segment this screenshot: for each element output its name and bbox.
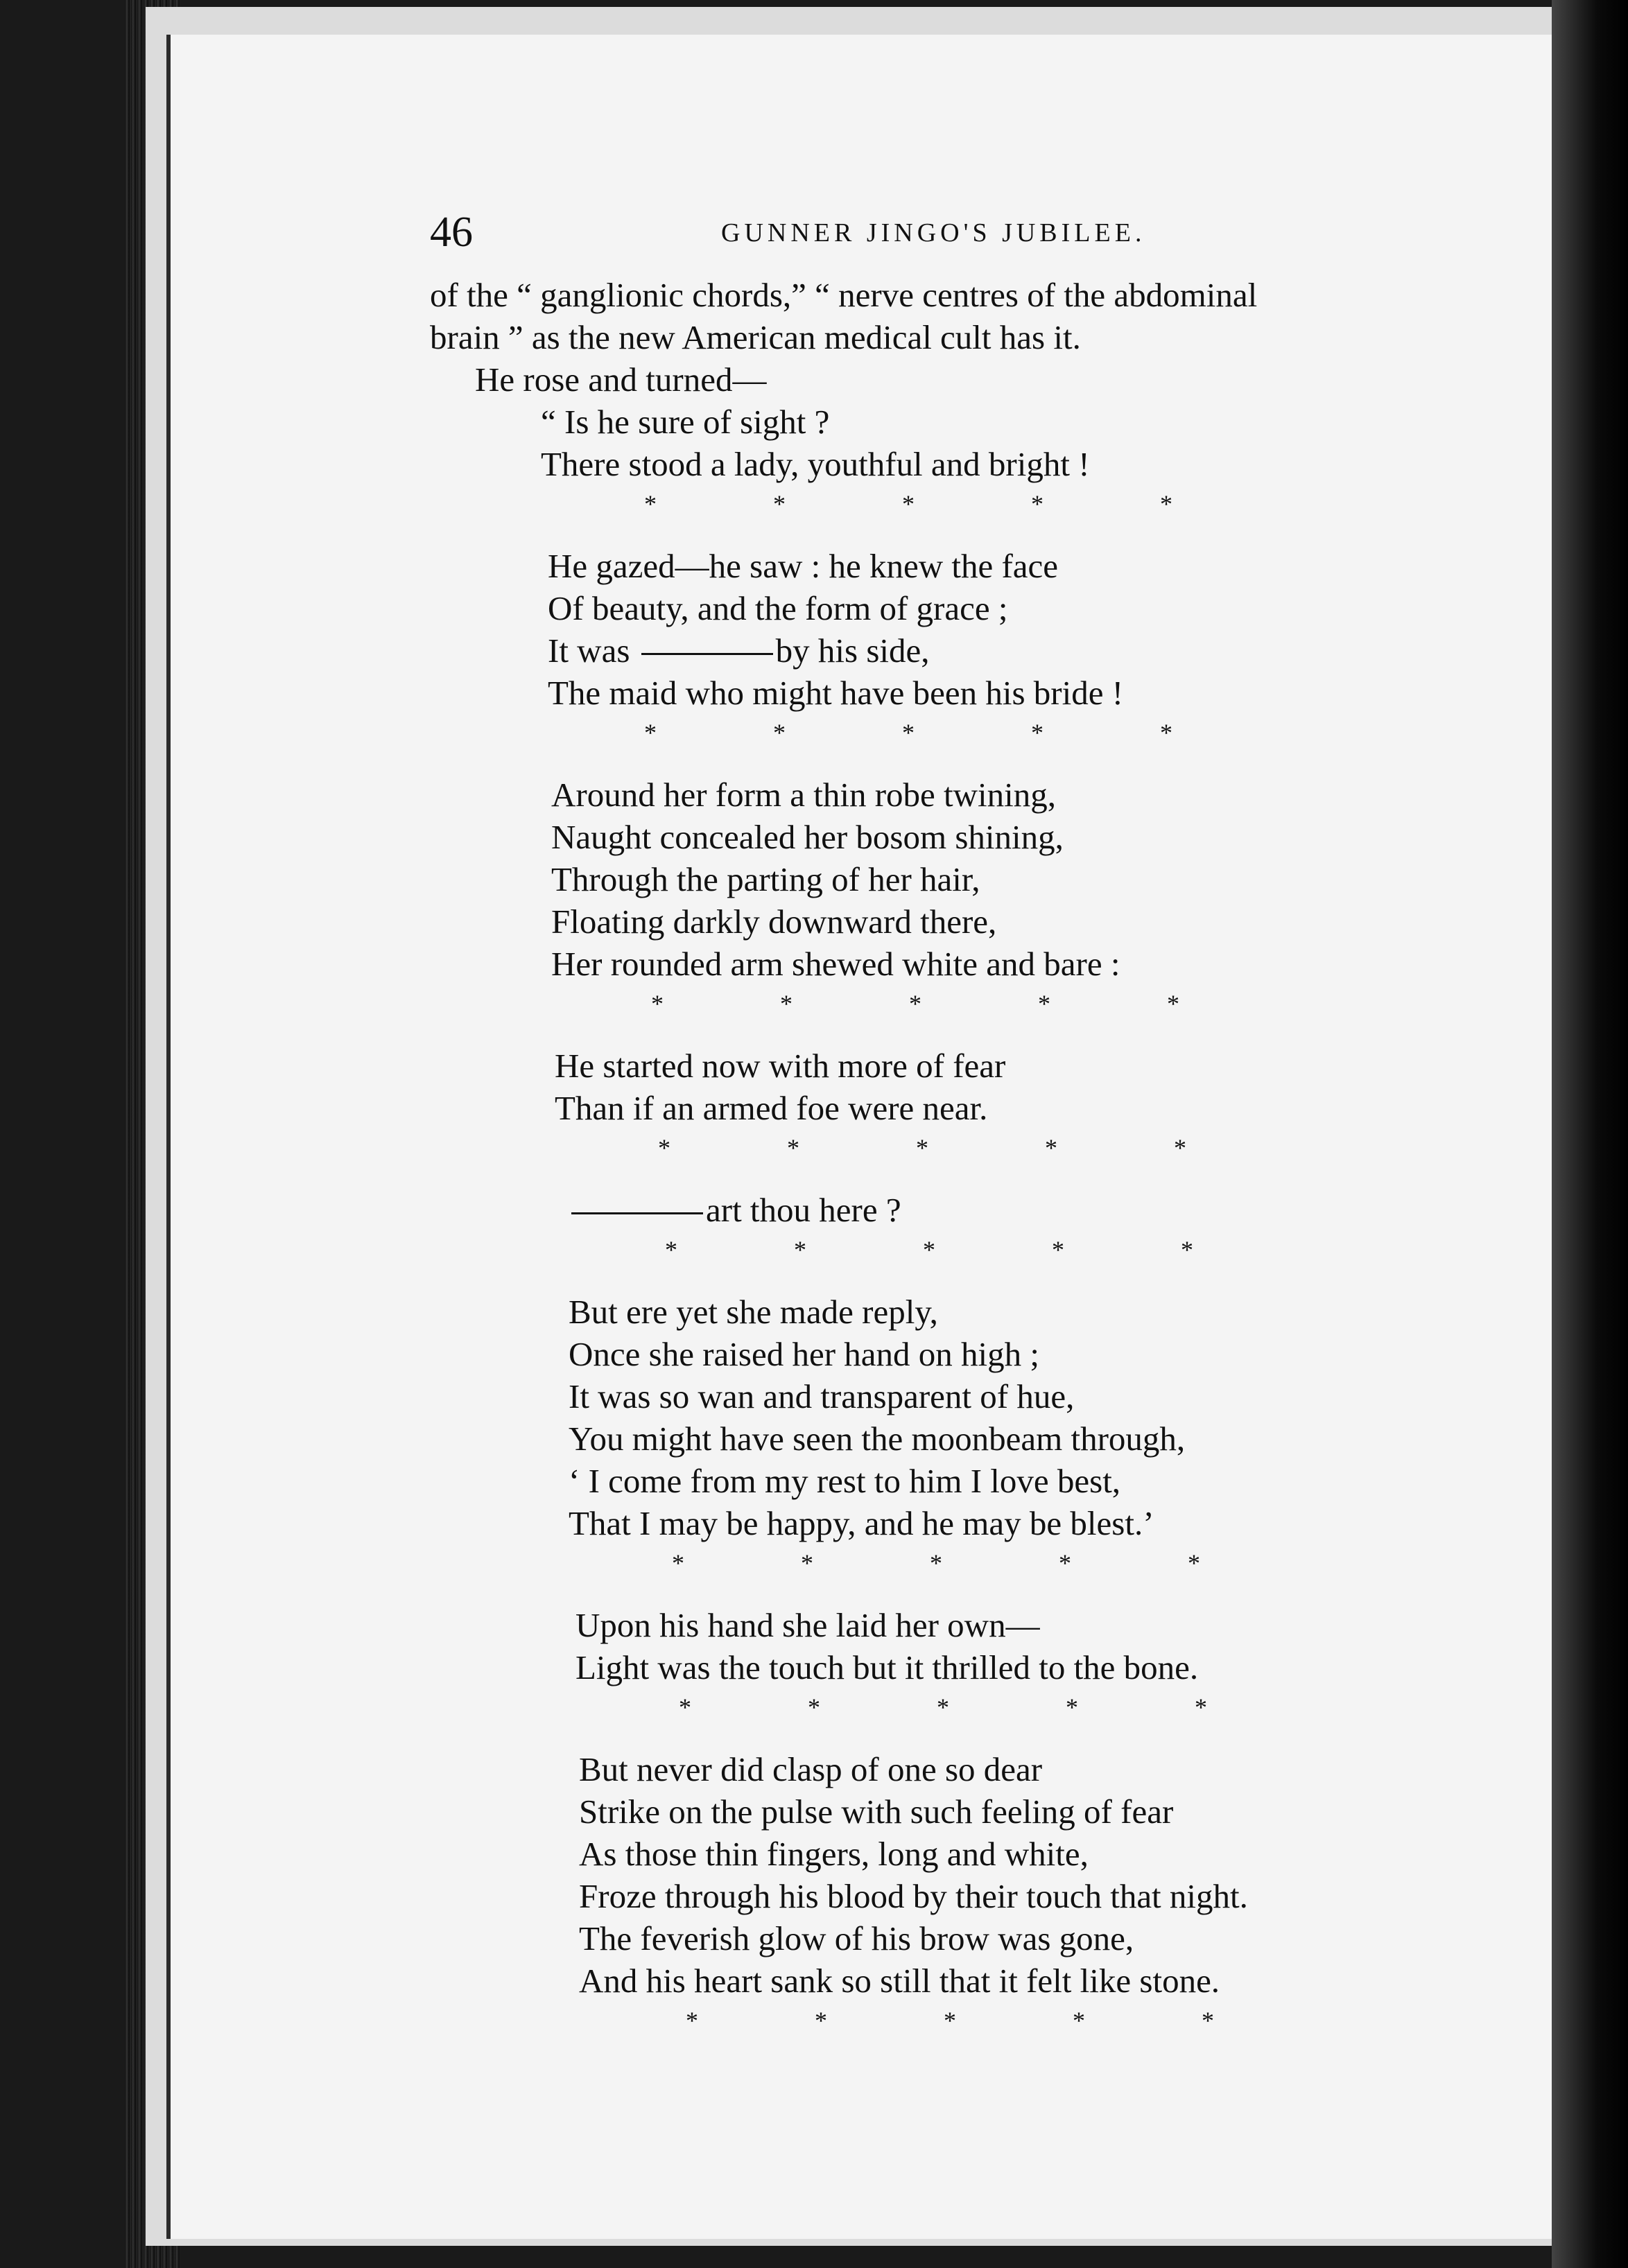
page-header (430, 208, 1470, 263)
star: * (930, 1549, 942, 1577)
asterism (679, 2003, 1414, 2038)
star: * (808, 1693, 820, 1721)
verse-line: The feverish glow of his brow was gone, (579, 1919, 1134, 1957)
star: * (672, 1549, 684, 1577)
asterism (652, 1131, 1414, 1165)
asterism (638, 487, 1414, 521)
stanza (579, 1748, 1414, 2002)
verse-line: He gazed—he saw : he knew the face (548, 547, 1059, 585)
star: * (801, 1549, 813, 1577)
star: * (944, 2006, 956, 2034)
star: * (644, 489, 657, 518)
verse-line: He started now with more of fear (555, 1047, 1006, 1085)
star: * (773, 489, 786, 518)
page-number: 46 (430, 209, 473, 256)
verse-line: Her rounded arm shewed white and bare : (551, 945, 1120, 983)
running-title: GUNNER JINGO'S JUBILEE. (721, 218, 1146, 247)
verse-fragment: It was (548, 631, 630, 670)
verse-line: Floating darkly downward there, (551, 902, 997, 941)
verse-line: Once she raised her hand on high ; (569, 1335, 1039, 1373)
stanza (551, 774, 1414, 985)
prose-paragraph (430, 358, 1414, 401)
stanza (575, 1604, 1414, 1689)
verse-line: It was so wan and transparent of hue, (569, 1377, 1075, 1415)
star: * (937, 1693, 949, 1721)
prose-paragraph (430, 274, 1414, 358)
verse-line: Than if an armed foe were near. (555, 1089, 988, 1127)
prose-line: He rose and turned— (475, 360, 767, 399)
star: * (1167, 989, 1179, 1018)
verse-line: “ Is he sure of sight ? (541, 403, 830, 441)
verse-line: The maid who might have been his bride ! (548, 674, 1124, 712)
star: * (686, 2006, 698, 2034)
star: * (923, 1235, 935, 1264)
star: * (665, 1235, 677, 1264)
star: * (794, 1235, 806, 1264)
star: * (909, 989, 921, 1018)
star: * (1160, 718, 1172, 747)
star: * (1174, 1133, 1186, 1162)
star: * (1195, 1693, 1207, 1721)
star: * (780, 989, 793, 1018)
asterism (638, 715, 1414, 750)
star: * (902, 489, 915, 518)
asterism (645, 986, 1414, 1021)
verse-line: Through the parting of her hair, (551, 860, 980, 898)
verse-line: Naught concealed her bosom shining, (551, 818, 1064, 856)
star: * (679, 1693, 691, 1721)
stanza (548, 545, 1414, 714)
verse-line: Of beauty, and the form of grace ; (548, 589, 1008, 627)
star: * (1202, 2006, 1214, 2034)
stanza (555, 1045, 1414, 1129)
star: * (1045, 1133, 1057, 1162)
verse-fragment: by his side, (775, 631, 930, 670)
star: * (1073, 2006, 1085, 2034)
verse-line: Around her form a thin robe twining, (551, 776, 1057, 814)
verse-line: There stood a lady, youthful and bright ! (541, 445, 1090, 483)
page-edge-shadow (1552, 0, 1628, 2268)
star: * (1031, 718, 1044, 747)
star: * (1066, 1693, 1078, 1721)
verse-line: But never did clasp of one so dear (579, 1750, 1043, 1788)
star: * (1038, 989, 1050, 1018)
star: * (651, 989, 664, 1018)
verse-line: But ere yet she made reply, (569, 1293, 938, 1331)
star: * (787, 1133, 799, 1162)
verse-line: You might have seen the moonbeam through, (569, 1420, 1186, 1458)
omission-dash (571, 1212, 703, 1214)
star: * (815, 2006, 827, 2034)
star: * (1059, 1549, 1071, 1577)
prose-line: of the “ ganglionic chords,” “ nerve centres of the abdominal (430, 276, 1258, 314)
stanza (569, 1189, 1414, 1231)
verse-fragment: art thou here ? (706, 1191, 901, 1229)
stanza (541, 401, 1414, 485)
page-body (430, 274, 1414, 2061)
verse-line: Froze through his blood by their touch that night. (579, 1877, 1248, 1915)
star: * (916, 1133, 928, 1162)
verse-line (569, 1189, 1414, 1231)
star: * (773, 718, 786, 747)
star: * (1031, 489, 1044, 518)
verse-line: And his heart sank so still that it felt like stone. (579, 1962, 1220, 2000)
star: * (658, 1133, 670, 1162)
star: * (644, 718, 657, 747)
star: * (1160, 489, 1172, 518)
verse-line: Light was the touch but it thrilled to the bone. (575, 1648, 1199, 1686)
star: * (1052, 1235, 1064, 1264)
asterism (666, 1546, 1414, 1580)
verse-line (548, 629, 1414, 672)
star: * (1188, 1549, 1200, 1577)
verse-line: As those thin fingers, long and white, (579, 1835, 1089, 1873)
verse-line: ‘ I come from my rest to him I love best, (569, 1462, 1121, 1500)
verse-line: Upon his hand she laid her own— (575, 1606, 1040, 1644)
prose-line: brain ” as the new American medical cult has it. (430, 318, 1081, 356)
asterism (673, 1690, 1414, 1725)
verse-line: That I may be happy, and he may be blest.’ (569, 1504, 1154, 1542)
star: * (1181, 1235, 1193, 1264)
verse-line: Strike on the pulse with such feeling of fear (579, 1792, 1174, 1831)
omission-dash (641, 653, 773, 655)
star: * (902, 718, 915, 747)
asterism (659, 1232, 1414, 1267)
stanza (569, 1291, 1414, 1544)
